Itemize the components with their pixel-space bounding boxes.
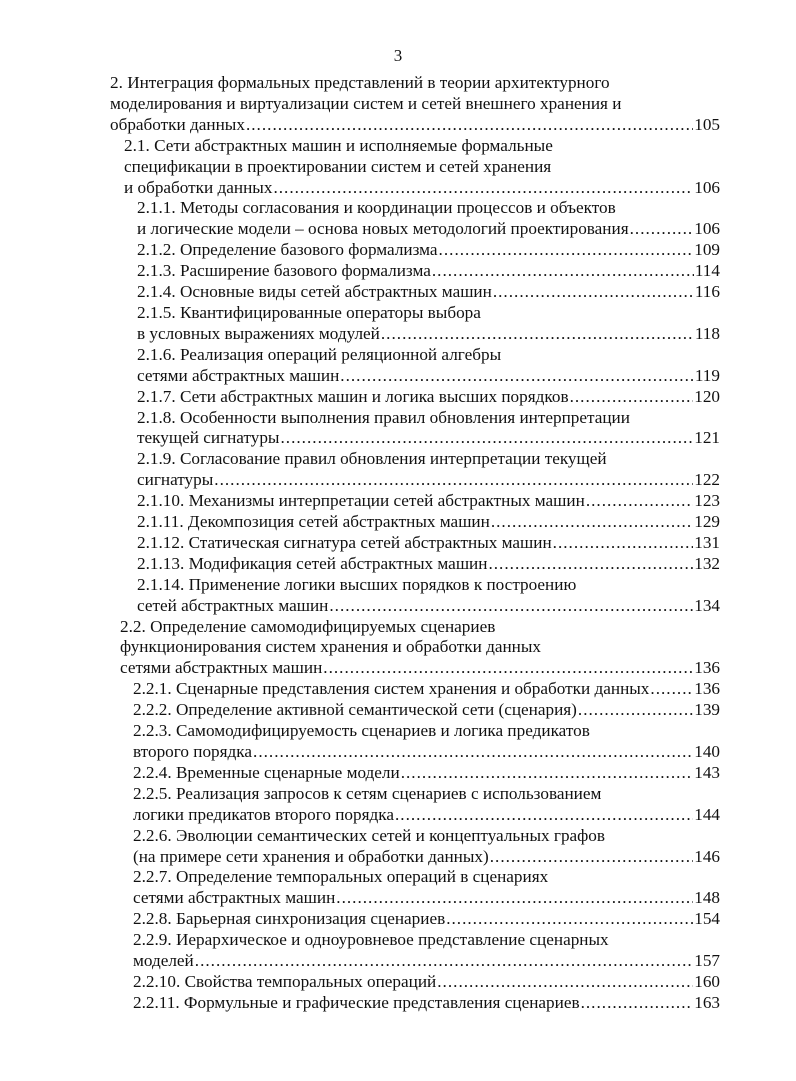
toc-entry-page-number: 121 xyxy=(694,428,720,448)
toc-entry-page-number: 160 xyxy=(694,971,720,991)
toc-entry-title-line: обработки данных xyxy=(110,114,245,134)
toc-entry-page-number: 105 xyxy=(694,114,720,134)
toc-entry-last-line xyxy=(133,763,720,784)
dot-leader xyxy=(401,763,694,784)
dot-leader xyxy=(578,700,693,721)
toc-entry-last-line xyxy=(137,366,720,387)
toc-entry xyxy=(137,261,720,282)
toc-entry-title-line: функционирования систем хранения и обработки данных xyxy=(120,637,541,657)
toc-entry-last-line xyxy=(133,679,720,700)
toc-entry-title-line: текущей сигнатуры xyxy=(137,428,280,448)
dot-leader xyxy=(488,554,693,575)
toc-entry xyxy=(137,387,720,408)
dot-leader xyxy=(491,512,693,533)
toc-entry-page-number: 114 xyxy=(694,261,720,281)
dot-leader xyxy=(586,491,693,512)
toc-entry-title-line: сетей абстрактных машин xyxy=(137,595,329,615)
toc-entry-page-number: 163 xyxy=(694,992,720,1012)
toc-entry-title-line: 2.2.5. Реализация запросов к сетям сценариев с использованием xyxy=(133,783,602,803)
toc-entry-last-line xyxy=(133,993,720,1014)
toc-entry-page-number: 143 xyxy=(694,762,720,782)
toc-entry-last-line xyxy=(137,261,720,282)
toc-entry-page-number: 123 xyxy=(694,491,720,511)
dot-leader xyxy=(553,533,694,554)
toc-entry xyxy=(133,763,720,784)
dot-leader xyxy=(195,951,693,972)
toc-entry-title-line: 2.1.5. Квантифицированные операторы выбора xyxy=(137,302,481,322)
toc-entry-title-line: (на примере сети хранения и обработки данных) xyxy=(133,846,489,866)
dot-leader xyxy=(395,805,693,826)
toc-entry-title-line: моделей xyxy=(133,951,194,971)
dot-leader xyxy=(630,219,694,240)
toc-entry-last-line xyxy=(133,847,720,868)
toc-entry-page-number: 129 xyxy=(694,512,720,532)
toc-entry-last-line xyxy=(133,805,720,826)
toc-entry xyxy=(137,408,720,450)
toc-entry xyxy=(133,721,720,763)
toc-entry xyxy=(137,554,720,575)
toc-entry-last-line xyxy=(124,178,720,199)
toc-entry-page-number: 131 xyxy=(694,532,720,552)
dot-leader xyxy=(336,888,693,909)
toc-entry-title-line: 2.1. Сети абстрактных машин и исполняемые формальные xyxy=(124,135,553,155)
toc-entry-page-number: 139 xyxy=(694,700,720,720)
toc-entry-title-line: 2.2.10. Свойства темпоральных операций xyxy=(133,971,437,991)
toc-entry-last-line xyxy=(133,742,720,763)
toc-entry-title-line: и логические модели – основа новых методологий проектирования xyxy=(137,219,629,239)
toc-entry-title-line: 2.2.6. Эволюции семантических сетей и концептуальных графов xyxy=(133,825,606,845)
toc-entry-page-number: 157 xyxy=(694,951,720,971)
toc-entry-title-line: спецификации в проектировании систем и сетей хранения xyxy=(124,156,552,176)
toc-entry-title-line: 2.2.1. Сценарные представления систем хранения и обработки данных xyxy=(133,679,650,699)
toc-entry-title-line: 2.1.11. Декомпозиция сетей абстрактных машин xyxy=(137,512,490,532)
dot-leader xyxy=(214,470,693,491)
toc-entry-last-line xyxy=(137,428,720,449)
dot-leader xyxy=(490,847,693,868)
dot-leader xyxy=(446,909,693,930)
toc-entry-title-line: 2.1.7. Сети абстрактных машин и логика высших порядков xyxy=(137,386,569,406)
toc-entry-page-number: 119 xyxy=(694,365,720,385)
dot-leader xyxy=(581,993,694,1014)
toc-entry-last-line xyxy=(137,219,720,240)
toc-entry-title-line: сетями абстрактных машин xyxy=(137,365,340,385)
toc-entry xyxy=(133,972,720,993)
toc-entry-page-number: 106 xyxy=(694,177,720,197)
dot-leader xyxy=(570,387,694,408)
dot-leader xyxy=(439,240,694,261)
toc-entry xyxy=(133,700,720,721)
toc-entry-last-line xyxy=(133,909,720,930)
toc-entry xyxy=(137,512,720,533)
toc-entry-title-line: и обработки данных xyxy=(124,177,273,197)
toc-entry xyxy=(120,617,720,680)
toc-entry xyxy=(110,73,720,136)
toc-entry-page-number: 122 xyxy=(694,470,720,490)
toc-entry-last-line xyxy=(133,888,720,909)
toc-entry-last-line xyxy=(137,324,720,345)
toc-entry-title-line: 2.1.8. Особенности выполнения правил обновления интерпретации xyxy=(137,407,630,427)
toc-entry-title-line: 2.2.8. Барьерная синхронизация сценариев xyxy=(133,909,446,929)
toc-entry xyxy=(137,533,720,554)
toc-entry-title-line: моделирования и виртуализации систем и сетей внешнего хранения и xyxy=(110,93,622,113)
toc-entry-last-line xyxy=(137,596,720,617)
toc-entry-page-number: 109 xyxy=(694,240,720,260)
toc-entry xyxy=(137,198,720,240)
toc-entry-title-line: второго порядка xyxy=(133,742,253,761)
toc-entry xyxy=(133,679,720,700)
toc-entry xyxy=(133,993,720,1014)
toc-entry-title-line: 2.2.7. Определение темпоральных операций в сценариях xyxy=(133,867,549,887)
table-of-contents xyxy=(0,73,796,1014)
toc-entry xyxy=(137,240,720,261)
toc-entry-last-line xyxy=(120,658,720,679)
toc-entry-title-line: 2.2.11. Формульные и графические представления сценариев xyxy=(133,992,580,1012)
toc-entry-title-line: 2.1.13. Модификация сетей абстрактных машин xyxy=(137,553,488,573)
toc-entry-title-line: 2.1.1. Методы согласования и координации процессов и объектов xyxy=(137,198,616,218)
dot-leader xyxy=(323,658,693,679)
toc-entry-title-line: 2.1.6. Реализация операций реляционной алгебры xyxy=(137,344,502,364)
toc-entry-title-line: в условных выражениях модулей xyxy=(137,323,380,343)
dot-leader xyxy=(280,428,693,449)
toc-entry xyxy=(137,491,720,512)
toc-entry-title-line: 2.2. Определение самомодифицируемых сценариев xyxy=(120,616,496,636)
toc-entry-last-line xyxy=(133,700,720,721)
toc-entry-page-number: 144 xyxy=(694,804,720,824)
toc-entry-page-number: 118 xyxy=(694,323,720,343)
toc-entry xyxy=(133,909,720,930)
toc-entry-page-number: 146 xyxy=(694,846,720,866)
toc-entry xyxy=(133,867,720,909)
dot-leader xyxy=(650,679,693,700)
toc-entry xyxy=(137,345,720,387)
toc-entry-title-line: 2.1.10. Механизмы интерпретации сетей абстрактных машин xyxy=(137,491,585,511)
dot-leader xyxy=(437,972,693,993)
toc-entry-title-line: 2.1.3. Расширение базового формализма xyxy=(137,261,431,281)
toc-entry-last-line xyxy=(110,115,720,136)
dot-leader xyxy=(432,261,694,282)
toc-entry-title-line: сетями абстрактных машин xyxy=(133,888,336,908)
toc-entry xyxy=(133,930,720,972)
toc-entry-last-line xyxy=(137,491,720,512)
toc-entry-title-line: 2.1.4. Основные виды сетей абстрактных машин xyxy=(137,282,492,302)
toc-entry xyxy=(133,826,720,868)
dot-leader xyxy=(329,596,693,617)
toc-entry-page-number: 148 xyxy=(694,888,720,908)
toc-entry-title-line: логики предикатов второго порядка xyxy=(133,804,394,824)
toc-entry xyxy=(124,136,720,199)
toc-entry-page-number: 136 xyxy=(694,679,720,699)
dot-leader xyxy=(253,742,693,763)
toc-entry xyxy=(137,282,720,303)
toc-entry-last-line xyxy=(137,512,720,533)
toc-entry-page-number: 120 xyxy=(694,386,720,406)
toc-entry-title-line: 2.2.9. Иерархическое и одноуровневое представление сценарных xyxy=(133,930,609,950)
toc-entry-title-line: 2. Интеграция формальных представлений в теории архитектурного xyxy=(110,73,610,92)
toc-entry xyxy=(137,303,720,345)
toc-entry-title-line: 2.1.9. Согласование правил обновления интерпретации текущей xyxy=(137,449,607,469)
toc-entry-page-number: 136 xyxy=(694,658,720,678)
toc-entry xyxy=(133,784,720,826)
toc-entry-last-line xyxy=(137,240,720,261)
toc-entry-title-line: 2.2.4. Временные сценарные модели xyxy=(133,762,400,782)
dot-leader xyxy=(381,324,694,345)
toc-entry-page-number: 132 xyxy=(694,553,720,573)
toc-entry-title-line: 2.2.2. Определение активной семантической сети (сценария) xyxy=(133,700,577,720)
page-number: 3 xyxy=(393,46,403,65)
dot-leader xyxy=(273,178,693,199)
dot-leader xyxy=(340,366,694,387)
toc-entry-last-line xyxy=(133,972,720,993)
toc-entry-page-number: 140 xyxy=(694,742,720,761)
toc-entry-page-number: 106 xyxy=(694,219,720,239)
toc-entry-last-line xyxy=(137,387,720,408)
toc-entry-title-line: 2.1.14. Применение логики высших порядков к построению xyxy=(137,574,577,594)
dot-leader xyxy=(493,282,694,303)
toc-entry-page-number: 116 xyxy=(694,282,720,302)
toc-entry-title-line: сигнатуры xyxy=(137,470,214,490)
toc-entry-title-line: сетями абстрактных машин xyxy=(120,658,323,678)
toc-entry-title-line: 2.1.2. Определение базового формализма xyxy=(137,240,438,260)
toc-entry-last-line xyxy=(133,951,720,972)
toc-entry-last-line xyxy=(137,470,720,491)
toc-entry-last-line xyxy=(137,554,720,575)
toc-entry xyxy=(137,575,720,617)
toc-entry-page-number: 154 xyxy=(694,909,720,929)
toc-entry xyxy=(137,449,720,491)
toc-entry-last-line xyxy=(137,282,720,303)
toc-entry-last-line xyxy=(137,533,720,554)
toc-entry-page-number: 134 xyxy=(694,595,720,615)
toc-entry-title-line: 2.2.3. Самомодифицируемость сценариев и логика предикатов xyxy=(133,721,590,741)
toc-entry-title-line: 2.1.12. Статическая сигнатура сетей абстрактных машин xyxy=(137,532,552,552)
dot-leader xyxy=(246,115,693,136)
